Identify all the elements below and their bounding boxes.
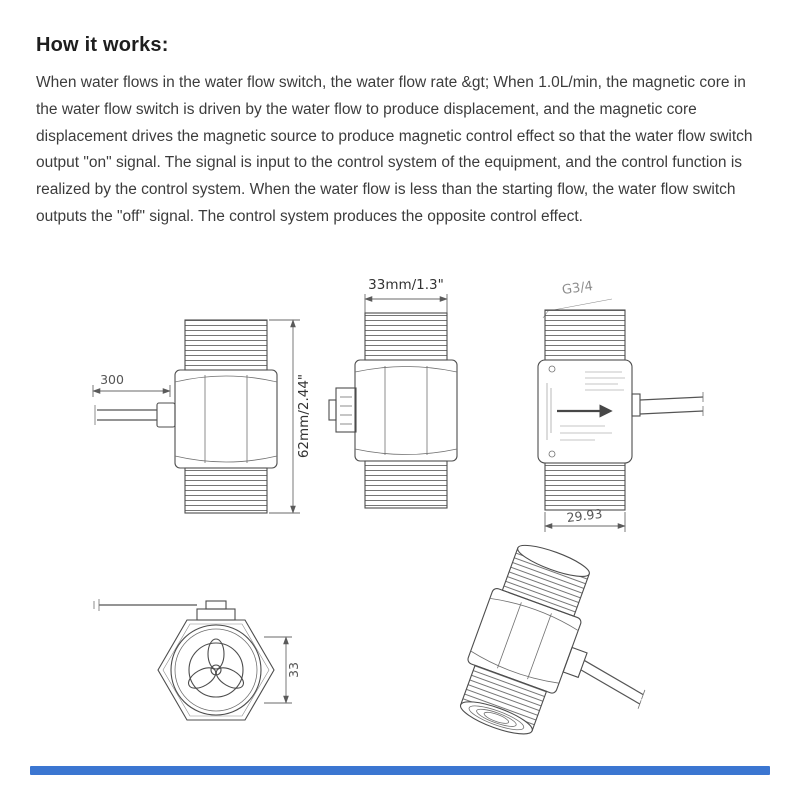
wire-lead — [94, 599, 197, 611]
connector-plug — [329, 388, 356, 432]
screw-icon — [549, 366, 555, 372]
dim-bore-label: 33 — [286, 662, 301, 678]
dimension-height — [269, 320, 312, 513]
impeller-icon — [185, 639, 247, 692]
dimension-bore — [264, 637, 301, 703]
hex-body — [175, 370, 277, 468]
top-thread — [365, 313, 447, 360]
side-view-cable — [93, 320, 312, 513]
sensor-wires — [632, 392, 703, 416]
side-view-connector — [329, 277, 457, 508]
side-view-label — [538, 279, 703, 532]
dim-body-width-label: 29.93 — [565, 505, 604, 526]
top-thread — [502, 539, 592, 616]
flow-sensor-diagram — [0, 268, 800, 780]
front-view — [94, 599, 301, 720]
thread-spec-label: G3/4 — [561, 278, 594, 299]
bottom-thread — [365, 461, 447, 508]
dimension-wire-length — [93, 372, 170, 397]
wire-tab — [560, 647, 650, 708]
perspective-view — [449, 536, 679, 771]
bottom-thread — [185, 468, 267, 513]
label-plate — [538, 360, 632, 463]
how-it-works-heading: How it works: — [36, 34, 169, 56]
screw-icon — [549, 451, 555, 457]
hex-body — [355, 360, 457, 461]
cable-gland — [157, 403, 175, 427]
text-section — [0, 0, 800, 231]
dim-wire-length-label: 300 — [100, 372, 124, 387]
technical-drawings — [0, 268, 800, 780]
dim-height-label: 62mm/2.44" — [296, 373, 312, 459]
top-thread — [545, 310, 625, 360]
bottom-accent-bar — [30, 766, 770, 775]
dimension-width — [365, 277, 447, 313]
top-thread — [185, 320, 267, 370]
cable-wires — [95, 405, 157, 425]
terminal-bracket — [197, 601, 235, 620]
description-paragraph: When water flows in the water flow switch, the water flow rate &gt; When 1.0L/min, the magnetic core in the water flow switch is driven by the water flow to produce displacement, and the magnetic core displacement drives the magnetic source to produce magnetic control effect so that the water flow switch output "on" signal. The signal is input to the control system of the equipment, and the control function is realized by the control system. When the water flow is less than the starting flow, the water flow switch outputs the "off" signal. The control system produces the opposite control effect. — [36, 74, 753, 226]
bottom-thread — [545, 463, 625, 510]
dim-width-label: 33mm/1.3" — [368, 277, 444, 293]
